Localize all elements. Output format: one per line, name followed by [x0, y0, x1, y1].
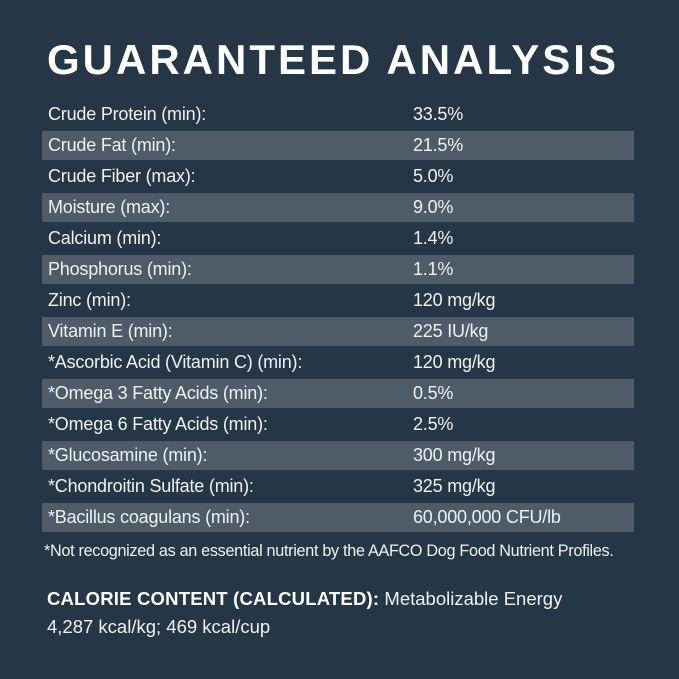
nutrient-value: 120 mg/kg [413, 290, 496, 310]
nutrient-label: *Omega 3 Fatty Acids (min): [48, 383, 268, 403]
nutrient-label: Vitamin E (min): [48, 321, 173, 341]
table-row [42, 254, 634, 285]
table-row [42, 130, 634, 161]
nutrient-value: 1.4% [413, 228, 454, 248]
table-row [42, 192, 634, 223]
table-row [42, 378, 634, 409]
table-row [42, 285, 634, 316]
nutrient-value: 325 mg/kg [413, 476, 496, 496]
nutrient-label: Calcium (min): [48, 228, 162, 248]
analysis-table [42, 99, 634, 533]
nutrient-value: 21.5% [413, 135, 464, 155]
nutrient-value: 2.5% [413, 414, 454, 434]
table-row [42, 316, 634, 347]
nutrient-value: 225 IU/kg [413, 321, 489, 341]
table-row [42, 223, 634, 254]
nutrient-label: Crude Fiber (max): [48, 166, 196, 186]
nutrient-value: 33.5% [413, 104, 464, 124]
nutrient-value: 300 mg/kg [413, 445, 496, 465]
nutrient-label: Phosphorus (min): [48, 259, 192, 279]
nutrient-label: Crude Protein (min): [48, 104, 207, 124]
calorie-content-values: 4,287 kcal/kg; 469 kcal/cup [47, 616, 271, 637]
table-row [42, 99, 634, 130]
nutrient-value: 5.0% [413, 166, 454, 186]
nutrient-value: 60,000,000 CFU/lb [413, 507, 561, 527]
nutrient-label: Moisture (max): [48, 197, 171, 217]
table-row [42, 471, 634, 502]
nutrient-value: 9.0% [413, 197, 454, 217]
calorie-content-heading: CALORIE CONTENT (CALCULATED): [47, 588, 380, 609]
page-title: GUARANTEED ANALYSIS [47, 36, 619, 83]
calorie-content-subtitle: Metabolizable Energy [384, 588, 563, 609]
table-row [42, 440, 634, 471]
calorie-content-line [47, 588, 634, 610]
table-row [42, 161, 634, 192]
nutrient-value: 0.5% [413, 383, 454, 403]
aafco-footnote: *Not recognized as an essential nutrient by the AAFCO Dog Food Nutrient Profiles. [44, 542, 614, 560]
nutrient-label: Crude Fat (min): [48, 135, 176, 155]
nutrient-value: 1.1% [413, 259, 454, 279]
nutrient-label: *Chondroitin Sulfate (min): [48, 476, 254, 496]
nutrient-value: 120 mg/kg [413, 352, 496, 372]
nutrient-label: *Ascorbic Acid (Vitamin C) (min): [48, 352, 303, 372]
nutrient-label: *Bacillus coagulans (min): [48, 507, 250, 527]
nutrient-label: *Omega 6 Fatty Acids (min): [48, 414, 268, 434]
table-row [42, 347, 634, 378]
nutrient-label: *Glucosamine (min): [48, 445, 208, 465]
table-row [42, 409, 634, 440]
nutrient-label: Zinc (min): [48, 290, 131, 310]
table-row [42, 502, 634, 533]
